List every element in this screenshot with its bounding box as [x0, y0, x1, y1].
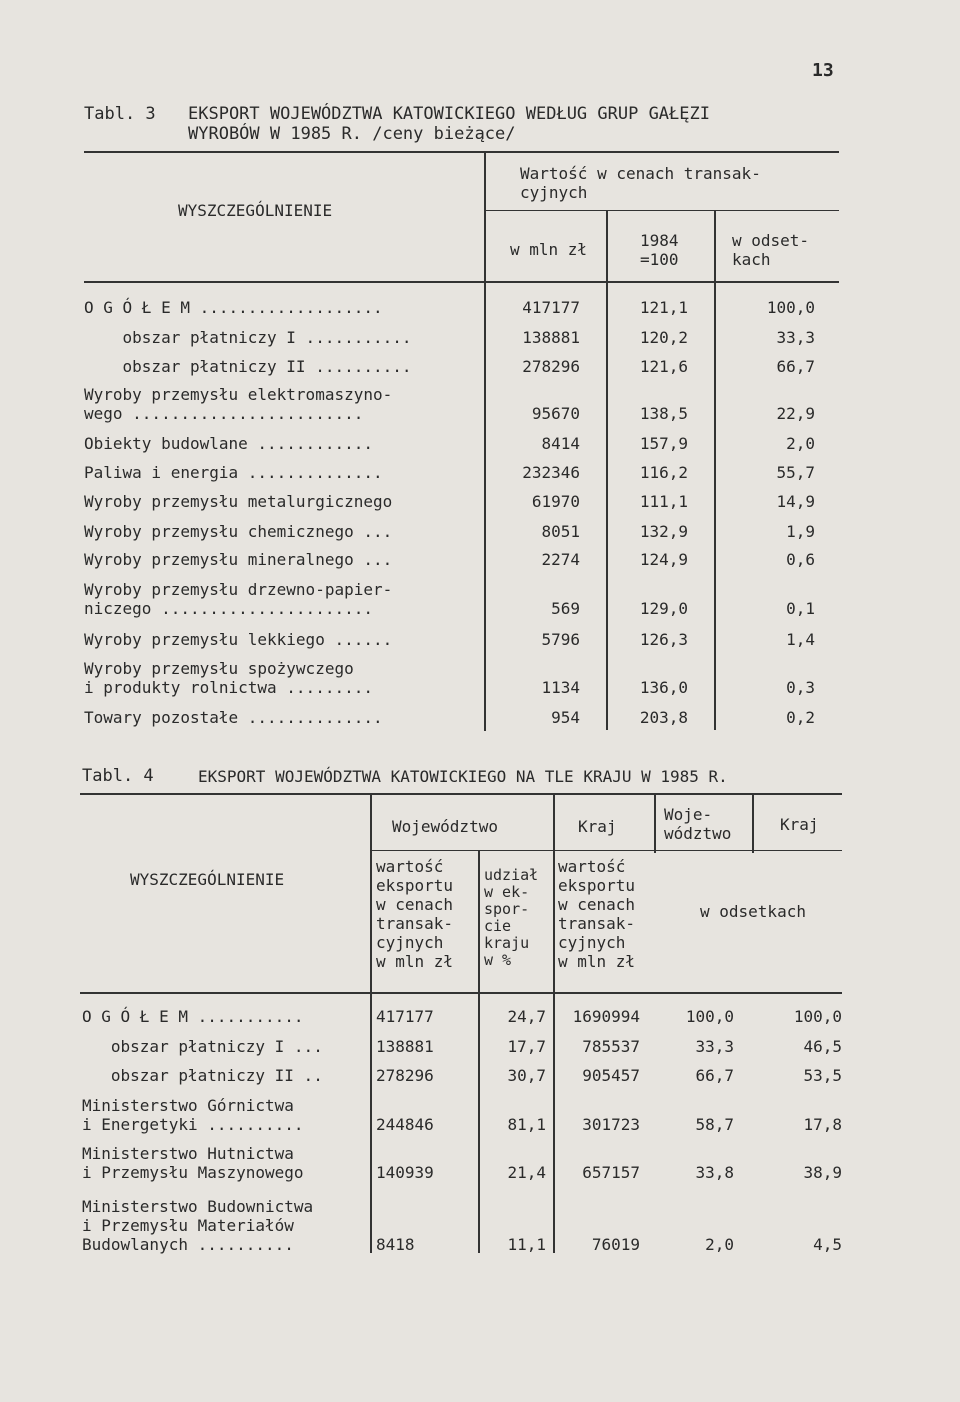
table3-row-label: Wyroby przemysłu mineralnego ... — [84, 550, 393, 569]
table4-c3-header-line: cyjnych — [558, 933, 626, 952]
table3-col2-header-2: =100 — [640, 250, 679, 269]
table3-caption-line1: EKSPORT WOJEWÓDZTWA KATOWICKIEGO WEDŁUG GRUP GAŁĘZI — [188, 104, 710, 124]
table3-row-label: O G Ó Ł E M ................... — [84, 298, 383, 317]
table3-header-rule — [84, 281, 839, 283]
table3-row-label: Wyroby przemysłu lekkiego ...... — [84, 630, 393, 649]
table4-cell-kraj-mln: 301723 — [582, 1115, 640, 1134]
table3-row-label: Wyroby przemysłu spożywczego — [84, 659, 354, 678]
table3-cell-percent: 1,9 — [786, 522, 815, 541]
table3-cell-mln: 138881 — [522, 328, 580, 347]
table4-cell-udzial: 30,7 — [507, 1066, 546, 1085]
table3-vline-stub — [484, 151, 486, 731]
table3-cell-index: 157,9 — [639, 434, 688, 453]
table4-row-label: obszar płatniczy II .. — [82, 1066, 323, 1085]
table4-vline-2 — [553, 793, 555, 1253]
table4-cell-woj-mln: 8418 — [376, 1235, 415, 1254]
table4-c2-header-line: udział — [484, 866, 539, 884]
table4-c1-header-line: transak- — [376, 914, 454, 933]
table4-woj2-header-1: Woje- — [664, 805, 713, 824]
table3-cell-index: 111,1 — [639, 492, 688, 511]
table3-cell-index: 121,6 — [639, 357, 688, 376]
table4-cell-kraj-mln: 1690994 — [572, 1007, 640, 1026]
table3-cell-index: 124,9 — [639, 550, 688, 569]
table4-cell-udzial: 24,7 — [507, 1007, 546, 1026]
table4-header-rule — [80, 992, 842, 994]
table4-c3-header-line: w mln zł — [558, 952, 636, 971]
table4-cell-kraj-mln: 905457 — [582, 1066, 640, 1085]
table4-c3-header-line: eksportu — [558, 876, 636, 895]
table4-cell-udzial: 11,1 — [507, 1235, 546, 1254]
table3-col2-header-1: 1984 — [640, 231, 679, 250]
table4-cell-kraj-mln: 76019 — [591, 1235, 640, 1254]
table4-cell-woj-percent: 66,7 — [695, 1066, 734, 1085]
table4-cell-woj-percent: 100,0 — [685, 1007, 734, 1026]
table4-vline-3 — [654, 793, 656, 853]
table4-woj-header: Województwo — [392, 817, 498, 836]
table3-cell-mln: 8414 — [541, 434, 580, 453]
table3-cell-mln: 569 — [551, 599, 580, 618]
table4-cell-woj-percent: 33,8 — [695, 1163, 734, 1182]
table4-cell-udzial: 81,1 — [507, 1115, 546, 1134]
table3-stub-header: WYSZCZEGÓLNIENIE — [178, 201, 333, 220]
table3-vline-2 — [714, 210, 716, 730]
table4-c1-header-line: eksportu — [376, 876, 454, 895]
table3-cell-mln: 5796 — [541, 630, 580, 649]
table4-c1-header-line: wartość — [376, 857, 444, 876]
table4-row-label: i Przemysłu Materiałów — [82, 1216, 294, 1235]
table4-c2-header-line: kraju — [484, 934, 530, 952]
table4-kraj2-header: Kraj — [780, 815, 819, 834]
table3-row-label: Wyroby przemysłu elektromaszyno- — [84, 385, 393, 404]
table3-cell-mln: 954 — [551, 708, 580, 727]
table4-c2-header-line: w % — [484, 951, 512, 969]
table3-cell-index: 116,2 — [639, 463, 688, 482]
table4-c1-header-line: w mln zł — [376, 952, 454, 971]
table3-row-label: Wyroby przemysłu metalurgicznego — [84, 492, 393, 511]
table3-cell-percent: 0,2 — [786, 708, 815, 727]
table4-cell-kraj-percent: 46,5 — [803, 1037, 842, 1056]
table3-cell-mln: 417177 — [522, 298, 580, 317]
table4-woj2-header-2: wództwo — [664, 824, 732, 843]
table3-cell-percent: 22,9 — [776, 404, 815, 423]
table4-row-label: Ministerstwo Hutnictwa — [82, 1144, 294, 1163]
table4-cell-woj-mln: 244846 — [376, 1115, 434, 1134]
table3-row-label: Paliwa i energia .............. — [84, 463, 383, 482]
table4-cell-woj-percent: 58,7 — [695, 1115, 734, 1134]
table3-cell-index: 129,0 — [639, 599, 688, 618]
table3-cell-percent: 0,6 — [786, 550, 815, 569]
table4-c2-header-line: cie — [484, 917, 512, 935]
table4-cell-kraj-percent: 100,0 — [793, 1007, 842, 1026]
table3-row-label: Towary pozostałe .............. — [84, 708, 383, 727]
table3-cell-index: 138,5 — [639, 404, 688, 423]
table4-stub-header: WYSZCZEGÓLNIENIE — [130, 870, 285, 889]
table3-group-header-2: cyjnych — [520, 183, 588, 202]
table3-cell-percent: 0,3 — [786, 678, 815, 697]
table3-cell-mln: 61970 — [531, 492, 580, 511]
table4-c3-header-line: wartość — [558, 857, 626, 876]
table3-cell-percent: 55,7 — [776, 463, 815, 482]
table4-cell-kraj-percent: 38,9 — [803, 1163, 842, 1182]
table4-c1-header-line: cyjnych — [376, 933, 444, 952]
table4-c45-header: w odsetkach — [700, 902, 806, 921]
table3-cell-mln: 278296 — [522, 357, 580, 376]
table4-row-label: obszar płatniczy I ... — [82, 1037, 323, 1056]
page-number: 13 — [812, 60, 834, 81]
table4-caption-label: Tabl. 4 — [82, 766, 154, 786]
table3-cell-percent: 0,1 — [786, 599, 815, 618]
table3-cell-percent: 2,0 — [786, 434, 815, 453]
table3-cell-mln: 95670 — [531, 404, 580, 423]
table4-cell-woj-mln: 138881 — [376, 1037, 434, 1056]
table3-row-label: obszar płatniczy II .......... — [84, 357, 412, 376]
table3-cell-mln: 1134 — [541, 678, 580, 697]
table3-top-rule — [84, 151, 839, 153]
table4-vline-1 — [478, 850, 480, 1253]
table3-cell-index: 126,3 — [639, 630, 688, 649]
table4-cell-kraj-mln: 657157 — [582, 1163, 640, 1182]
table3-row-label: wego ........................ — [84, 404, 364, 423]
table3-row-label: obszar płatniczy I ........... — [84, 328, 412, 347]
table4-top-rule — [80, 793, 842, 795]
table3-cell-index: 203,8 — [639, 708, 688, 727]
table4-c2-header-line: spor- — [484, 900, 530, 918]
table3-col3-header-1: w odset- — [732, 231, 810, 250]
table3-cell-percent: 1,4 — [786, 630, 815, 649]
table3-row-label: niczego ...................... — [84, 599, 373, 618]
table3-row-label: Wyroby przemysłu chemicznego ... — [84, 522, 393, 541]
table4-c2-header-line: w ek- — [484, 883, 530, 901]
table3-caption-label: Tabl. 3 — [84, 104, 156, 124]
table4-cell-kraj-percent: 4,5 — [813, 1235, 842, 1254]
table4-row-label: O G Ó Ł E M ........... — [82, 1007, 304, 1026]
table3-cell-percent: 100,0 — [766, 298, 815, 317]
table4-cell-kraj-mln: 785537 — [582, 1037, 640, 1056]
table3-cell-mln: 8051 — [541, 522, 580, 541]
table4-cell-udzial: 17,7 — [507, 1037, 546, 1056]
table4-cell-udzial: 21,4 — [507, 1163, 546, 1182]
table4-cell-kraj-percent: 17,8 — [803, 1115, 842, 1134]
table3-col3-header-2: kach — [732, 250, 771, 269]
table3-caption-line2: WYROBÓW W 1985 R. /ceny bieżące/ — [188, 124, 516, 144]
table4-row-label: Ministerstwo Budownictwa — [82, 1197, 314, 1216]
table4-cell-woj-percent: 2,0 — [705, 1235, 734, 1254]
table4-cell-woj-mln: 140939 — [376, 1163, 434, 1182]
table4-vline-4 — [752, 793, 754, 853]
table3-cell-index: 136,0 — [639, 678, 688, 697]
table4-cell-woj-mln: 417177 — [376, 1007, 434, 1026]
table4-kraj-header: Kraj — [578, 817, 617, 836]
table4-c3-header-line: w cenach — [558, 895, 636, 914]
table3-row-label: Obiekty budowlane ............ — [84, 434, 373, 453]
table3-row-label: Wyroby przemysłu drzewno-papier- — [84, 580, 393, 599]
table3-cell-mln: 2274 — [541, 550, 580, 569]
table3-cell-percent: 33,3 — [776, 328, 815, 347]
table3-cell-index: 120,2 — [639, 328, 688, 347]
table3-row-label: i produkty rolnictwa ......... — [84, 678, 373, 697]
table3-cell-mln: 232346 — [522, 463, 580, 482]
table3-group-rule — [484, 210, 839, 211]
table4-cell-kraj-percent: 53,5 — [803, 1066, 842, 1085]
table4-vline-stub — [370, 793, 372, 1253]
table3-cell-index: 121,1 — [639, 298, 688, 317]
table4-c3-header-line: transak- — [558, 914, 636, 933]
table4-row-label: i Energetyki .......... — [82, 1115, 304, 1134]
table4-cell-woj-mln: 278296 — [376, 1066, 434, 1085]
table3-group-header-1: Wartość w cenach transak- — [520, 164, 761, 183]
table4-row-label: Ministerstwo Górnictwa — [82, 1096, 294, 1115]
table3-cell-index: 132,9 — [639, 522, 688, 541]
table4-c1-header-line: w cenach — [376, 895, 454, 914]
table4-caption: EKSPORT WOJEWÓDZTWA KATOWICKIEGO NA TLE KRAJU W 1985 R. — [198, 767, 728, 786]
table4-row-label: Budowlanych .......... — [82, 1235, 294, 1254]
table3-vline-1 — [606, 210, 608, 730]
table4-cell-woj-percent: 33,3 — [695, 1037, 734, 1056]
table3-cell-percent: 66,7 — [776, 357, 815, 376]
table4-group-rule — [372, 850, 842, 851]
table4-row-label: i Przemysłu Maszynowego — [82, 1163, 304, 1182]
table3-cell-percent: 14,9 — [776, 492, 815, 511]
table3-col1-header: w mln zł — [510, 240, 588, 259]
